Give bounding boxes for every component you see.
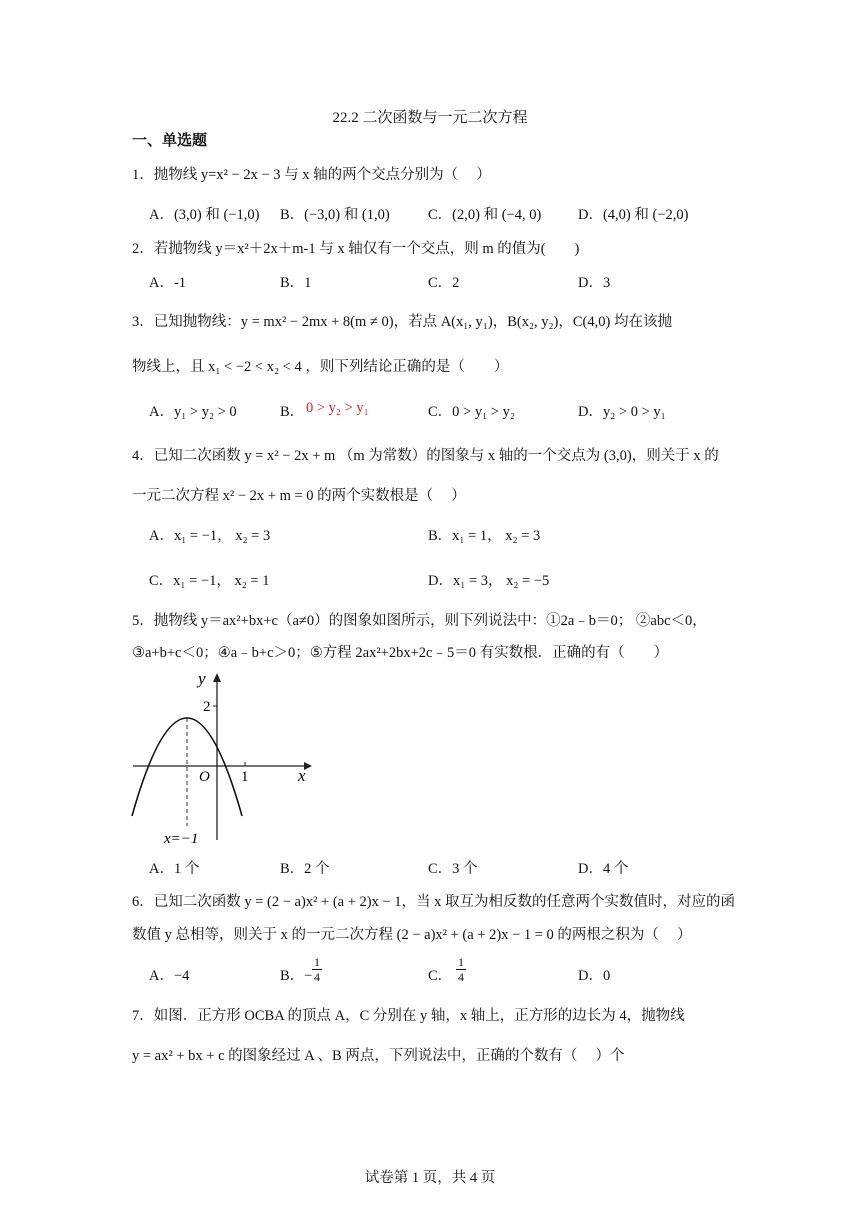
- section-heading: 一、单选题: [132, 131, 208, 149]
- question-3-stem-line1: 3．已知抛物线：y = mx² − 2mx + 8(m ≠ 0)，若点 A(x₁, y₁)，B(x₂, y₂)，C(4,0) 均在该抛: [132, 314, 672, 330]
- question-5-stem-line2: ③a+b+c＜0；④a﹣b+c＞0；⑤方程 2ax²+2bx+2c﹣5＝0 有实数根．正确的有（ ）: [132, 645, 669, 661]
- y-axis-label: y: [198, 669, 206, 688]
- question-5-stem-line1: 5．抛物线 y＝ax²+bx+c（a≠0）的图象如图所示，则下列说法中：①2a﹣b＝0； ②abc＜0，: [132, 613, 707, 629]
- q4-option-c: C．x₁ = −1， x₂ = 1: [149, 573, 270, 589]
- q4-option-b: B．x₁ = 1， x₂ = 3: [428, 528, 541, 544]
- q1-option-a: A．(3,0) 和 (−1,0): [149, 207, 260, 223]
- q2-option-c: C．2: [428, 275, 460, 291]
- q6-option-b-fraction: [312, 955, 322, 984]
- fraction-numerator: 1: [314, 955, 320, 969]
- y-tick-label: 2: [203, 699, 211, 715]
- q5-option-d: D．4 个: [578, 861, 629, 877]
- origin-label: O: [199, 769, 210, 785]
- question-3-stem-line2: 物线上，且 x₁ < −2 < x₂ < 4 ，则下列结论正确的是（ ）: [132, 359, 509, 375]
- y-axis-arrow: [213, 673, 221, 682]
- q5-option-b: B．2 个: [280, 861, 330, 877]
- q3-option-a: A．y₁ > y₂ > 0: [149, 404, 237, 420]
- q3-option-d: D．y₂ > 0 > y₁: [578, 404, 666, 420]
- q3-option-b: [280, 400, 304, 421]
- page-footer: 试卷第 1 页，共 4 页: [364, 1170, 496, 1186]
- q6-option-d: D．0: [578, 968, 611, 984]
- q4-option-d: D．x₁ = 3， x₂ = −5: [428, 573, 550, 589]
- question-4-stem-line2: 一元二次方程 x² − 2x + m = 0 的两个实数根是（ ）: [132, 488, 466, 504]
- q6-option-a: A．−4: [149, 968, 190, 984]
- q3-option-b-label: B．: [280, 404, 305, 420]
- parabola-graph: [128, 668, 318, 850]
- q2-option-a: A．-1: [149, 275, 187, 291]
- q6-option-c-fraction: [456, 955, 466, 984]
- q1-option-b: B．(−3,0) 和 (1,0): [280, 207, 390, 223]
- symmetry-line-label: x=−1: [164, 831, 199, 847]
- page-title: 22.2 二次函数与一元二次方程: [332, 110, 528, 126]
- question-1-stem: 1．抛物线 y=x² − 2x − 3 与 x 轴的两个交点分别为（ ）: [132, 167, 491, 183]
- q6-option-b: B．−: [280, 968, 313, 984]
- q5-option-c: C．3 个: [428, 861, 478, 877]
- x-axis-label: x: [298, 766, 306, 785]
- fraction-denominator: 4: [314, 970, 320, 984]
- q4-option-a: A．x₁ = −1， x₂ = 3: [149, 528, 271, 544]
- q6-option-c: C．: [428, 968, 453, 984]
- fraction-denominator: 4: [458, 970, 464, 984]
- q2-option-b: B．1: [280, 275, 312, 291]
- q5-option-a: A．1 个: [149, 861, 200, 877]
- fraction-numerator: 1: [458, 955, 464, 969]
- question-7-stem-line1: 7．如图．正方形 OCBA 的顶点 A，C 分别在 y 轴，x 轴上，正方形的边长为 4，抛物线: [132, 1008, 685, 1024]
- q1-option-d: D．(4,0) 和 (−2,0): [578, 207, 689, 223]
- q1-option-c: C．(2,0) 和 (−4, 0): [428, 207, 542, 223]
- q3-option-b-highlight: 0 > y₂ > y₁: [306, 400, 369, 416]
- question-6-stem-line2: 数值 y 总相等，则关于 x 的一元二次方程 (2 − a)x² + (a + 2)x − 1 = 0 的两根之积为（ ）: [132, 927, 692, 943]
- question-6-stem-line1: 6．已知二次函数 y = (2 − a)x² + (a + 2)x − 1，当 x 取互为相反数的任意两个实数值时，对应的函: [132, 894, 736, 910]
- x-tick-label: 1: [241, 769, 249, 785]
- question-2-stem: 2．若抛物线 y＝x²＋2x＋m-1 与 x 轴仅有一个交点，则 m 的值为( ): [132, 241, 580, 257]
- question-4-stem-line1: 4．已知二次函数 y = x² − 2x + m （m 为常数）的图象与 x 轴的一个交点为 (3,0)，则关于 x 的: [132, 448, 719, 464]
- q3-option-c: C．0 > y₁ > y₂: [428, 404, 515, 420]
- q2-option-d: D．3: [578, 275, 611, 291]
- question-7-stem-line2: y = ax² + bx + c 的图象经过 A 、B 两点，下列说法中，正确的个数有（ ）个: [132, 1048, 625, 1064]
